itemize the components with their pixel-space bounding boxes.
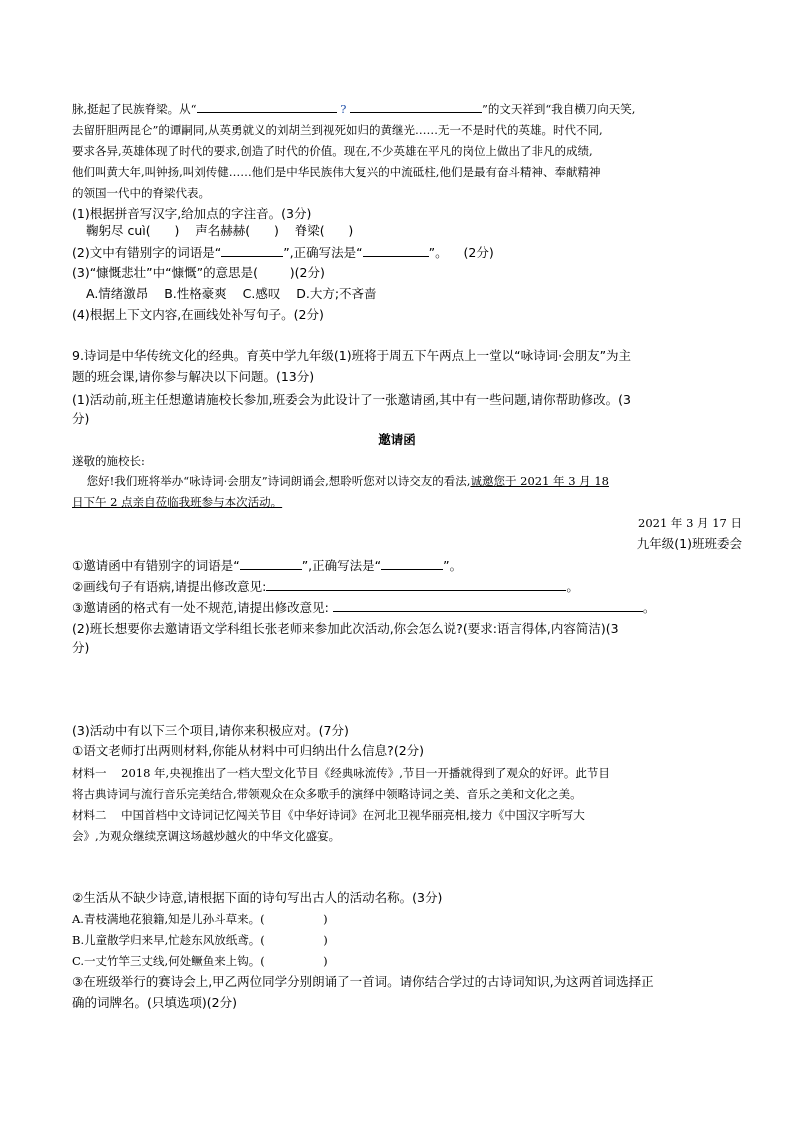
q9-stem-line-1: 9.诗词是中华传统文化的经典。育英中学九年级(1)班将于周五下午两点上一堂以“咏诗词·会朋友”为主 — [72, 348, 632, 363]
q8-part-4: (4)根据上下文内容,在画线处补写句子。(2分) — [72, 307, 324, 322]
q9-sub-1-line-1: (1)活动前,班主任想邀请施校长参加,班委会为此设计了一张邀请函,其中有一些问题,请你帮助修改。(3 — [72, 392, 631, 407]
q8-part-2-text: ”,正确写法是“ — [283, 245, 363, 260]
answer-blank[interactable] — [221, 243, 283, 257]
material-2-line-2: 会》,为观众继续烹调这场越炒越火的中华文化盛宴。 — [72, 829, 341, 843]
poem-line-b: B.儿童散学归来早,忙趁东风放纸鸢。( ) — [72, 933, 328, 947]
answer-blank[interactable] — [333, 598, 643, 612]
correction-1-text: ①邀请函中有错别字的词语是“ — [72, 558, 240, 573]
material-2-line-1: 材料二 中国首档中文诗词记忆闯关节目《中华好诗词》在河北卫视华丽亮相,接力《中国汉字听写大 — [72, 808, 585, 822]
passage-text: 脉,挺起了民族脊梁。从“ — [72, 102, 197, 116]
q9-sub-1-line-2: 分) — [72, 411, 90, 426]
q9-sub-2-line-1: (2)班长想要你去邀请语文学科组长张老师来参加此次活动,你会怎么说?(要求:语言得体,内容简洁)(3 — [72, 621, 619, 636]
answer-blank[interactable] — [197, 99, 337, 113]
q9-sub-2-line-2: 分) — [72, 640, 90, 655]
answer-blank[interactable] — [240, 556, 302, 570]
letter-underlined-sentence: 日下午 2 点亲自莅临我班参与本次活动。 — [72, 495, 283, 509]
q9-sub-3: (3)活动中有以下三个项目,请你来积极应对。(7分) — [72, 723, 349, 738]
correction-2-text: 。 — [566, 579, 579, 594]
correction-1-text: ”,正确写法是“ — [301, 558, 382, 573]
question-mark: ? — [340, 102, 347, 116]
passage-line-1 — [72, 99, 635, 118]
q9-sub-3-item-3-line-1: ③在班级举行的赛诗会上,甲乙两位同学分别朗诵了一首词。请你结合学过的古诗词知识,为这两首词选择正 — [72, 974, 654, 989]
letter-signature: 九年级(1)班班委会 — [636, 536, 742, 551]
letter-title: 邀请函 — [378, 432, 416, 447]
letter-date: 2021 年 3 月 17 日 — [638, 516, 742, 530]
correction-3-text: ③邀请函的格式有一处不规范,请提出修改意见: — [72, 600, 329, 615]
answer-blank[interactable] — [266, 577, 566, 591]
q8-part-1-items: 鞠躬尽 cuì( ) 声名赫赫( ) 脊梁( ) — [86, 223, 354, 238]
correction-2-text: ②画线句子有语病,请提出修改意见: — [72, 579, 267, 594]
material-1-line-2: 将古典诗词与流行音乐完美结合,带领观众在众多歌手的演绎中领略诗词之美、音乐之美和文化之美。 — [72, 787, 582, 801]
answer-blank[interactable] — [350, 99, 482, 113]
q9-sub-3-item-1: ①语文老师打出两则材料,你能从材料中可归纳出什么信息?(2分) — [72, 743, 425, 758]
passage-line-2: 去留肝胆两昆仑”的谭嗣同,从英勇就义的刘胡兰到视死如归的黄继光……无一不是时代的英雄。时代不同, — [72, 123, 603, 137]
q8-part-1: (1)根据拼音写汉字,给加点的字注音。(3分) — [72, 206, 312, 221]
q9-stem-line-2: 题的班会课,请你参与解决以下问题。(13分) — [72, 369, 315, 384]
q8-part-3-options: A.情绪激昂 B.性格豪爽 C.感叹 D.大方;不吝啬 — [86, 286, 377, 301]
answer-blank[interactable] — [381, 556, 443, 570]
letter-body-line-1 — [72, 472, 609, 490]
passage-line-5: 的领国一代中的脊梁代表。 — [72, 186, 210, 200]
correction-2 — [72, 577, 579, 596]
q8-part-3: (3)“慷慨悲壮”中“慷慨”的意思是( )(2分) — [72, 265, 325, 280]
passage-line-4: 他们叫黄大年,叫钟扬,叫刘传健……他们是中华民族伟大复兴的中流砥柱,他们是最有奋斗精神、奉献精神 — [72, 165, 601, 179]
poem-line-c: C.一丈竹竿三丈线,何处鳜鱼来上钩。( ) — [72, 954, 328, 968]
letter-underlined-sentence: 诚邀您于 2021 年 3 月 18 — [470, 474, 609, 488]
poem-line-a: A.青枝满地花狼籍,知是儿孙斗草来。( ) — [72, 912, 328, 926]
q8-part-2-text: (2)文中有错别字的词语是“ — [72, 245, 222, 260]
letter-body-line-2 — [72, 493, 282, 511]
passage-line-3: 要求各异,英雄体现了时代的要求,创造了时代的价值。现在,不少英雄在平凡的岗位上做出了非凡的成绩, — [72, 144, 593, 158]
q9-sub-3-item-3-line-2: 确的词牌名。(只填选项)(2分) — [72, 995, 237, 1010]
passage-text: ”的文天祥到“我自横刀向天笑, — [482, 102, 636, 116]
correction-1 — [72, 556, 462, 575]
q9-sub-3-item-2: ②生活从不缺少诗意,请根据下面的诗句写出古人的活动名称。(3分) — [72, 890, 443, 905]
q8-part-2-text: ”。 (2分) — [428, 245, 494, 260]
letter-salutation: 遂敬的施校长: — [72, 454, 145, 468]
answer-blank[interactable] — [363, 243, 429, 257]
letter-body-text: 您好!我们班将举办“咏诗词·会朋友”诗词朗诵会,想聆听您对以诗交友的看法, — [72, 474, 471, 488]
correction-3-text: 。 — [642, 600, 656, 615]
correction-3 — [72, 598, 655, 617]
material-1-line-1: 材料一 2018 年,央视推出了一档大型文化节目《经典咏流传》,节目一开播就得到了观众的好评。此节目 — [72, 766, 610, 780]
q8-part-2 — [72, 243, 494, 262]
correction-1-text: ”。 — [443, 558, 463, 573]
